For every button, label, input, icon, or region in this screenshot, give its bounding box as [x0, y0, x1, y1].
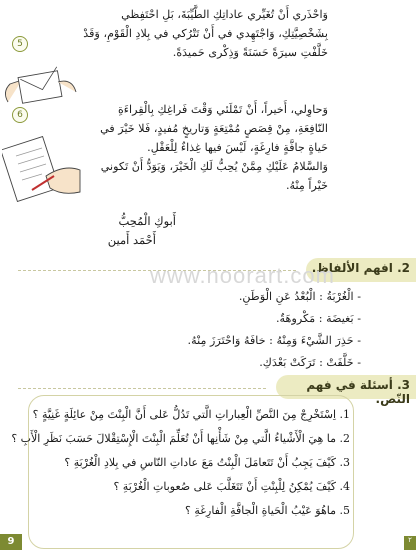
- vocab-item: - حَذِرَ الشَّيْءَ وَمِنْهُ : خافَهُ وَاحْتَرَزَ مِنْهُ.: [187, 334, 361, 347]
- signature-name: أَحْمَد أَمين: [107, 233, 156, 247]
- question-item: 4. كَيْفَ يُمْكِنُ لِلْبِنْتِ أَنْ تَتَغَلَّبَ عَلى صُعوباتِ الْغُرْبَةِ ؟: [113, 480, 350, 493]
- paragraph-5: [28, 5, 328, 62]
- watermark: www.noorart.com: [150, 263, 335, 288]
- section-3-title: 3. أسئلة في فهم النّص.: [306, 378, 410, 406]
- section-2-title: 2. افهم الألفاظ.: [311, 261, 410, 275]
- signature-loving-father: أَبوكِ الْمُحِبُّ: [118, 214, 176, 228]
- question-item: 1. اِسْتَخْرِجْ مِنَ النَّصِّ الْعِباراتِ الَّتي تَدُلُّ عَلى أَنَّ الْبِنْتَ مِنْ عائِلَةٍ غَنِيَّةٍ ؟: [32, 408, 350, 421]
- closing-line: خَيْراً مِنْهُ.: [285, 179, 328, 192]
- closing-paragraph: [28, 157, 328, 195]
- question-item: 3. كَيْفَ يَجِبُ أَنْ تَتَعامَلَ الْبِنْتُ مَعَ عاداتِ النّاسِ في بِلادِ الْغُرْبَةِ ؟: [64, 456, 350, 469]
- paragraph-line: خَلَّفْتِ سيرَةً حَسَنَةً وَذِكْرى حَميدَةً.: [172, 46, 328, 59]
- paragraph-number-5: 5: [12, 36, 28, 52]
- paragraph-number-6: 6: [12, 107, 28, 123]
- section-divider: [18, 388, 266, 389]
- paragraph-line: النّافِعَةِ، مِنْ قِصَصٍ مُمْتِعَةٍ وَتاريخٍ مُفيدٍ، فَلا خَيْرَ في: [100, 122, 328, 135]
- corner-mark: ٢: [404, 536, 416, 550]
- vocab-item: - الْغُرْبَةُ : الْبُعْدُ عَنِ الْوَطَنِ.: [238, 290, 361, 303]
- question-item: 5. ماهُوَ عَيْبُ الْحَياةِ الْجافَّةِ الْفارِغَةِ ؟: [185, 504, 350, 517]
- vocab-item: - خَلَّفَتْ : تَرَكَتْ بَعْدَكِ.: [259, 356, 361, 369]
- question-item: 2. ما هِيَ الْأَشْياءُ الَّتي مِنْ شَأْنِها أَنْ تُعَلِّمَ الْبِنْتَ الْإِسْتِقْلالَ حَسَبَ نَظَرِ الْأَبِ ؟: [11, 432, 350, 445]
- page-number: 9: [0, 534, 22, 550]
- paragraph-line: وَاحْذَري أَنْ تُغَيِّري عاداتِكِ الطَّيِّبَةَ، بَلِ احْتَفِظي: [121, 8, 328, 21]
- paragraph-line: بِشَخْصِيَّتِكِ، وَاجْتَهِدي في أَنْ تَتْرُكي في بِلادِ الْقَوْمِ، وَقَدْ: [83, 27, 328, 40]
- vocab-item: - بَغيضَة : مَكْروهَةٌ.: [275, 312, 361, 325]
- closing-line: وَالسَّلامُ عَلَيْكِ مِمَّنْ يُحِبُّ لَكِ الْخَيْرَ، وَيَوَدُّ أَنْ تَكوني: [100, 160, 328, 173]
- paragraph-line: وَحاوِلي، أَخيراً، أَنْ تَمْلَئي وَقْتَ فَراغِكِ بِالْقِراءَةِ: [117, 103, 328, 116]
- paragraph-line: حَياةٍ جافَّةٍ فارِغَةٍ، لَيْسَ فيها غِذاءٌ لِلْعَقْلِ.: [147, 141, 328, 154]
